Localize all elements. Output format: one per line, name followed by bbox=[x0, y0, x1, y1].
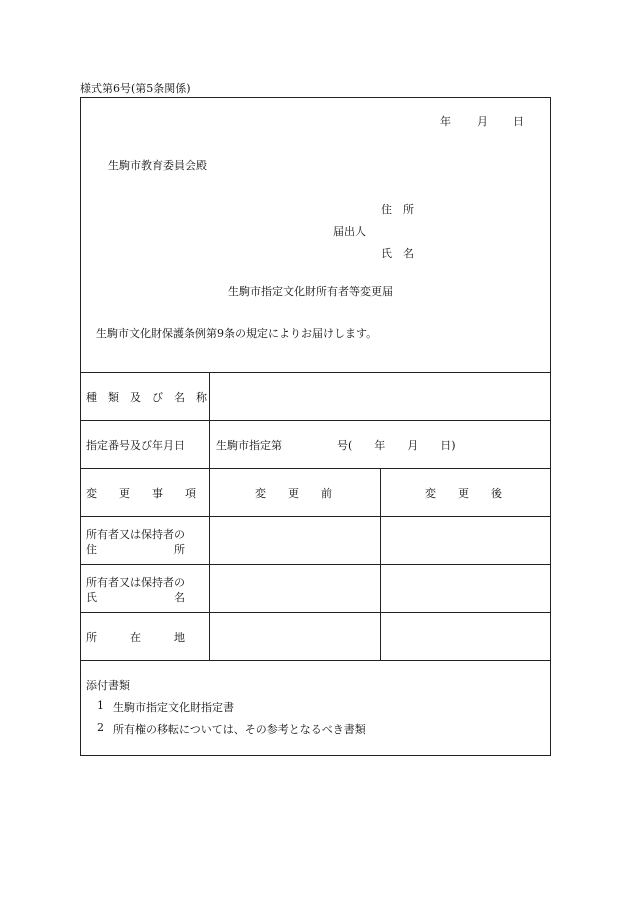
owner-address-label-line1: 所有者又は保持者の bbox=[86, 528, 185, 541]
column-divider bbox=[380, 468, 381, 660]
divider-line bbox=[80, 468, 551, 469]
divider-line bbox=[80, 612, 551, 613]
owner-name-label-line1: 所有者又は保持者の bbox=[86, 576, 185, 589]
attachment-item-number: 1 bbox=[97, 699, 104, 712]
form-frame bbox=[80, 97, 551, 756]
attachment-item-text: 生駒市指定文化財指定書 bbox=[113, 701, 234, 714]
attachment-item-text: 所有権の移転については、その参考となるべき書類 bbox=[113, 723, 366, 736]
divider-line bbox=[80, 564, 551, 565]
date-year-label: 年 bbox=[440, 115, 451, 128]
form-reference: 様式第6号(第5条関係) bbox=[80, 82, 191, 95]
attachment-item-number: 2 bbox=[97, 721, 104, 734]
addressee: 生駒市教育委員会殿 bbox=[108, 159, 207, 172]
change-item-header: 変 更 事 項 bbox=[86, 487, 196, 500]
name-label: 氏 名 bbox=[381, 247, 414, 260]
address-label: 住 所 bbox=[381, 203, 414, 216]
divider-line bbox=[80, 516, 551, 517]
divider-line bbox=[80, 420, 551, 421]
before-change-header: 変 更 前 bbox=[255, 487, 332, 500]
applicant-label: 届出人 bbox=[333, 225, 366, 238]
designation-value: 生駒市指定第 号( 年 月 日) bbox=[216, 439, 456, 452]
divider-line bbox=[80, 372, 551, 373]
body-text: 生駒市文化財保護条例第9条の規定によりお届けします。 bbox=[96, 327, 378, 340]
document-title: 生駒市指定文化財所有者等変更届 bbox=[228, 285, 393, 298]
date-day-label: 日 bbox=[513, 115, 524, 128]
kind-name-label: 種 類 及 び 名 称 bbox=[86, 391, 207, 404]
owner-address-label-line2: 住 所 bbox=[86, 543, 185, 556]
designation-label: 指定番号及び年月日 bbox=[86, 439, 185, 452]
after-change-header: 変 更 後 bbox=[425, 487, 502, 500]
location-label: 所 在 地 bbox=[86, 631, 185, 644]
attachments-heading: 添付書類 bbox=[86, 679, 130, 692]
date-month-label: 月 bbox=[477, 115, 488, 128]
divider-line bbox=[80, 660, 551, 661]
column-divider bbox=[209, 372, 210, 660]
owner-name-label-line2: 氏 名 bbox=[86, 591, 185, 604]
